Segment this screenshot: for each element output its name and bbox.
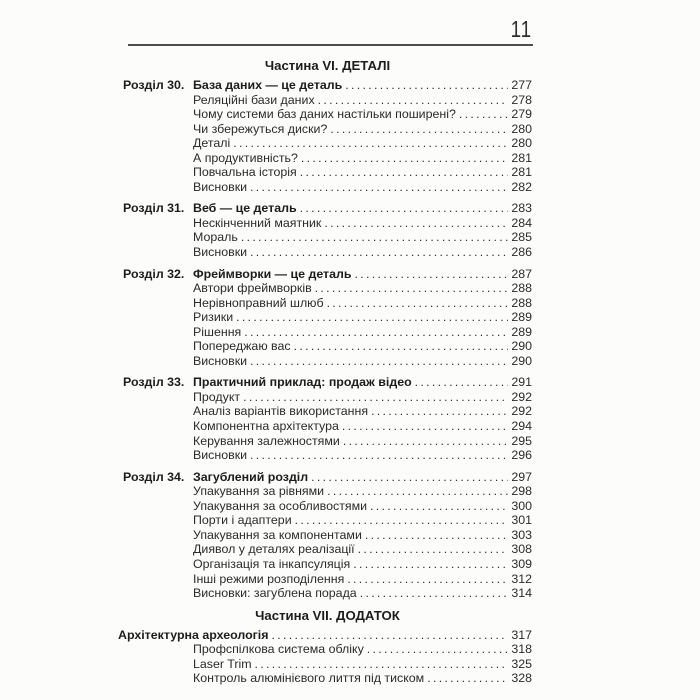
entry-title: Загублений розділ <box>193 469 309 484</box>
entry-page-number: 294 <box>511 419 532 434</box>
part-title: Частина VI. ДЕТАЛІ <box>264 58 391 73</box>
toc-section-row <box>123 513 532 528</box>
dot-leader <box>250 448 508 463</box>
entry-page-number: 308 <box>511 542 532 557</box>
dot-leader <box>294 339 509 354</box>
entry-title: Практичний приклад: продаж відео <box>193 375 412 390</box>
entry-page-number: 280 <box>511 121 532 136</box>
entry-page-number: 284 <box>511 215 532 230</box>
dot-leader <box>233 136 508 151</box>
entry-title: Аналіз варіантів використання <box>193 404 369 419</box>
entry-title: Рішення <box>193 324 242 339</box>
entry-page-number: 312 <box>511 571 532 586</box>
toc-chapter-row <box>123 201 532 216</box>
entry-page-number: 290 <box>511 353 532 368</box>
entry-title: Реляційні бази даних <box>193 92 315 107</box>
chapter-block <box>123 267 532 369</box>
toc-section-row <box>123 216 532 231</box>
entry-page-number: 291 <box>511 375 532 390</box>
dot-leader <box>342 419 508 434</box>
toc-section-row <box>123 93 532 108</box>
toc-section-row <box>123 230 532 245</box>
entry-title: Повчальна історія <box>193 165 297 180</box>
entry-title: Профспілкова система обліку <box>193 642 364 657</box>
toc-chapter-row <box>123 78 532 93</box>
toc-section-row <box>123 354 532 369</box>
dot-leader <box>327 296 509 311</box>
entry-title: Laser Trim <box>193 656 252 671</box>
part-title: Частина VII. ДОДАТОК <box>255 607 400 623</box>
dot-leader <box>353 557 508 572</box>
dot-leader <box>311 470 508 485</box>
entry-title: Компонентна архітектура <box>193 419 339 434</box>
dot-leader <box>250 245 508 260</box>
entry-title: Диявол у деталях реалізації <box>193 542 355 557</box>
entry-page-number: 301 <box>511 513 532 528</box>
entry-title: Чому системи баз даних настільки поширені? <box>193 107 456 122</box>
entry-title: Веб — це деталь <box>193 201 297 216</box>
entry-title: Висновки <box>193 245 248 260</box>
dot-leader <box>295 513 509 528</box>
entry-page-number: 289 <box>511 324 532 339</box>
entry-page-number: 282 <box>511 179 532 194</box>
chapter-label: Розділ 33. <box>123 375 185 390</box>
entry-page-number: 289 <box>511 310 532 325</box>
entry-page-number: 328 <box>511 671 532 686</box>
toc-section-row <box>123 151 532 166</box>
entry-title: Продукт <box>193 389 241 404</box>
entry-page-number: 317 <box>511 627 532 642</box>
entry-title: Упакування за особливостями <box>193 498 368 513</box>
toc-section-row <box>123 180 532 195</box>
entry-page-number: 303 <box>511 527 532 542</box>
table-of-contents <box>118 58 532 693</box>
entry-title: Архітектурна археологія <box>118 627 269 642</box>
toc-section-row <box>123 281 532 296</box>
entry-title: Деталі <box>193 136 231 151</box>
chapter-block <box>123 78 532 194</box>
toc-section-row <box>123 499 532 514</box>
chapter-block <box>123 375 532 462</box>
chapter-block <box>118 628 532 686</box>
dot-leader <box>324 216 508 231</box>
dot-leader <box>318 93 509 108</box>
entry-title: А продуктивність? <box>193 150 298 165</box>
dot-leader <box>347 572 508 587</box>
entry-page-number: 279 <box>511 107 532 122</box>
entry-page-number: 290 <box>511 339 532 354</box>
entry-page-number: 288 <box>511 281 532 296</box>
toc-section-row <box>123 245 532 260</box>
entry-title: Організація та інкапсуляція <box>193 556 351 571</box>
entry-page-number: 325 <box>511 656 532 671</box>
entry-title: Ризики <box>193 310 234 325</box>
entry-page-number: 300 <box>511 498 532 513</box>
toc-chapter-row <box>118 628 532 643</box>
dot-leader <box>415 375 509 390</box>
toc-chapter-row <box>123 267 532 282</box>
toc-section-row <box>123 122 532 137</box>
entry-page-number: 318 <box>511 642 532 657</box>
dot-leader <box>300 201 509 216</box>
entry-title: Нерівноправний шлюб <box>193 295 324 310</box>
entry-title: Попереджаю вас <box>193 339 291 354</box>
toc-section-row <box>123 528 532 543</box>
dot-leader <box>315 281 509 296</box>
entry-page-number: 297 <box>511 469 532 484</box>
dot-leader <box>244 325 508 340</box>
entry-title: Висновки <box>193 448 248 463</box>
entry-page-number: 288 <box>511 295 532 310</box>
toc-section-row <box>123 572 532 587</box>
dot-leader <box>255 657 509 672</box>
entry-title: Фреймворки — це деталь <box>193 266 352 281</box>
entry-page-number: 281 <box>511 150 532 165</box>
chapter-label: Розділ 31. <box>123 201 185 216</box>
dot-leader <box>243 390 508 405</box>
entry-page-number: 281 <box>511 165 532 180</box>
dot-leader <box>371 404 508 419</box>
entry-title: Мораль <box>193 230 238 245</box>
entry-title: Керування залежностями <box>193 433 340 448</box>
toc-section-row <box>123 296 532 311</box>
entry-title: Чи збережуться диски? <box>193 121 328 136</box>
dot-leader <box>345 78 508 93</box>
entry-title: Упакування за рівнями <box>193 484 325 499</box>
dot-leader <box>327 484 508 499</box>
entry-title: Інші режими розподілення <box>193 571 345 586</box>
dot-leader <box>236 310 508 325</box>
toc-section-row <box>123 310 532 325</box>
toc-section-row <box>123 484 532 499</box>
header-rule <box>128 44 533 46</box>
dot-leader <box>355 267 509 282</box>
toc-section-row <box>123 136 532 151</box>
entry-title: Упакування за компонентами <box>193 527 362 542</box>
toc-section-row <box>123 390 532 405</box>
toc-section-row <box>118 642 532 657</box>
dot-leader <box>365 528 508 543</box>
entry-page-number: 280 <box>511 136 532 151</box>
dot-leader <box>241 230 508 245</box>
toc-section-row <box>123 542 532 557</box>
toc-section-row <box>123 325 532 340</box>
dot-leader <box>427 671 508 686</box>
dot-leader <box>370 499 508 514</box>
entry-page-number: 295 <box>511 433 532 448</box>
entry-title: Висновки: загублена порада <box>193 586 357 601</box>
toc-section-row <box>123 165 532 180</box>
entry-page-number: 287 <box>511 266 532 281</box>
entry-page-number: 278 <box>511 92 532 107</box>
toc-section-row <box>123 448 532 463</box>
toc-chapter-row <box>123 470 532 485</box>
toc-section-row <box>118 671 532 686</box>
toc-section-row <box>123 339 532 354</box>
dot-leader <box>360 586 509 601</box>
chapter-label: Розділ 32. <box>123 266 185 281</box>
entry-page-number: 309 <box>511 556 532 571</box>
entry-page-number: 285 <box>511 230 532 245</box>
entry-page-number: 286 <box>511 245 532 260</box>
entry-page-number: 292 <box>511 404 532 419</box>
entry-page-number: 298 <box>511 484 532 499</box>
toc-section-row <box>118 657 532 672</box>
entry-page-number: 296 <box>511 448 532 463</box>
toc-section-row <box>123 557 532 572</box>
dot-leader <box>250 180 508 195</box>
chapter-block <box>123 470 532 601</box>
entry-title: База даних — це деталь <box>193 78 343 92</box>
entry-title: Нескінченний маятник <box>193 215 322 230</box>
entry-title: Висновки <box>193 353 248 368</box>
dot-leader <box>367 642 509 657</box>
dot-leader <box>300 165 509 180</box>
entry-page-number: 314 <box>511 586 532 601</box>
toc-section-row <box>123 419 532 434</box>
dot-leader <box>330 122 508 137</box>
chapter-label: Розділ 30. <box>123 78 185 92</box>
chapter-label: Розділ 34. <box>123 469 185 484</box>
chapter-block <box>123 201 532 259</box>
toc-chapter-row <box>123 375 532 390</box>
dot-leader <box>250 354 508 369</box>
toc-section-row <box>123 107 532 122</box>
dot-leader <box>459 107 508 122</box>
toc-section-row <box>123 586 532 601</box>
page-number: 11 <box>510 16 532 42</box>
dot-leader <box>301 151 508 166</box>
dot-leader <box>358 542 509 557</box>
entry-page-number: 283 <box>511 201 532 216</box>
entry-title: Висновки <box>193 179 248 194</box>
toc-section-row <box>123 434 532 449</box>
dot-leader <box>271 628 508 643</box>
entry-page-number: 292 <box>511 389 532 404</box>
toc-section-row <box>123 404 532 419</box>
entry-title: Контроль алюмінієвого лиття під тиском <box>193 671 425 686</box>
dot-leader <box>343 434 508 449</box>
entry-page-number: 277 <box>511 78 532 92</box>
entry-title: Порти і адаптери <box>193 513 292 528</box>
entry-title: Автори фреймворків <box>193 281 312 296</box>
